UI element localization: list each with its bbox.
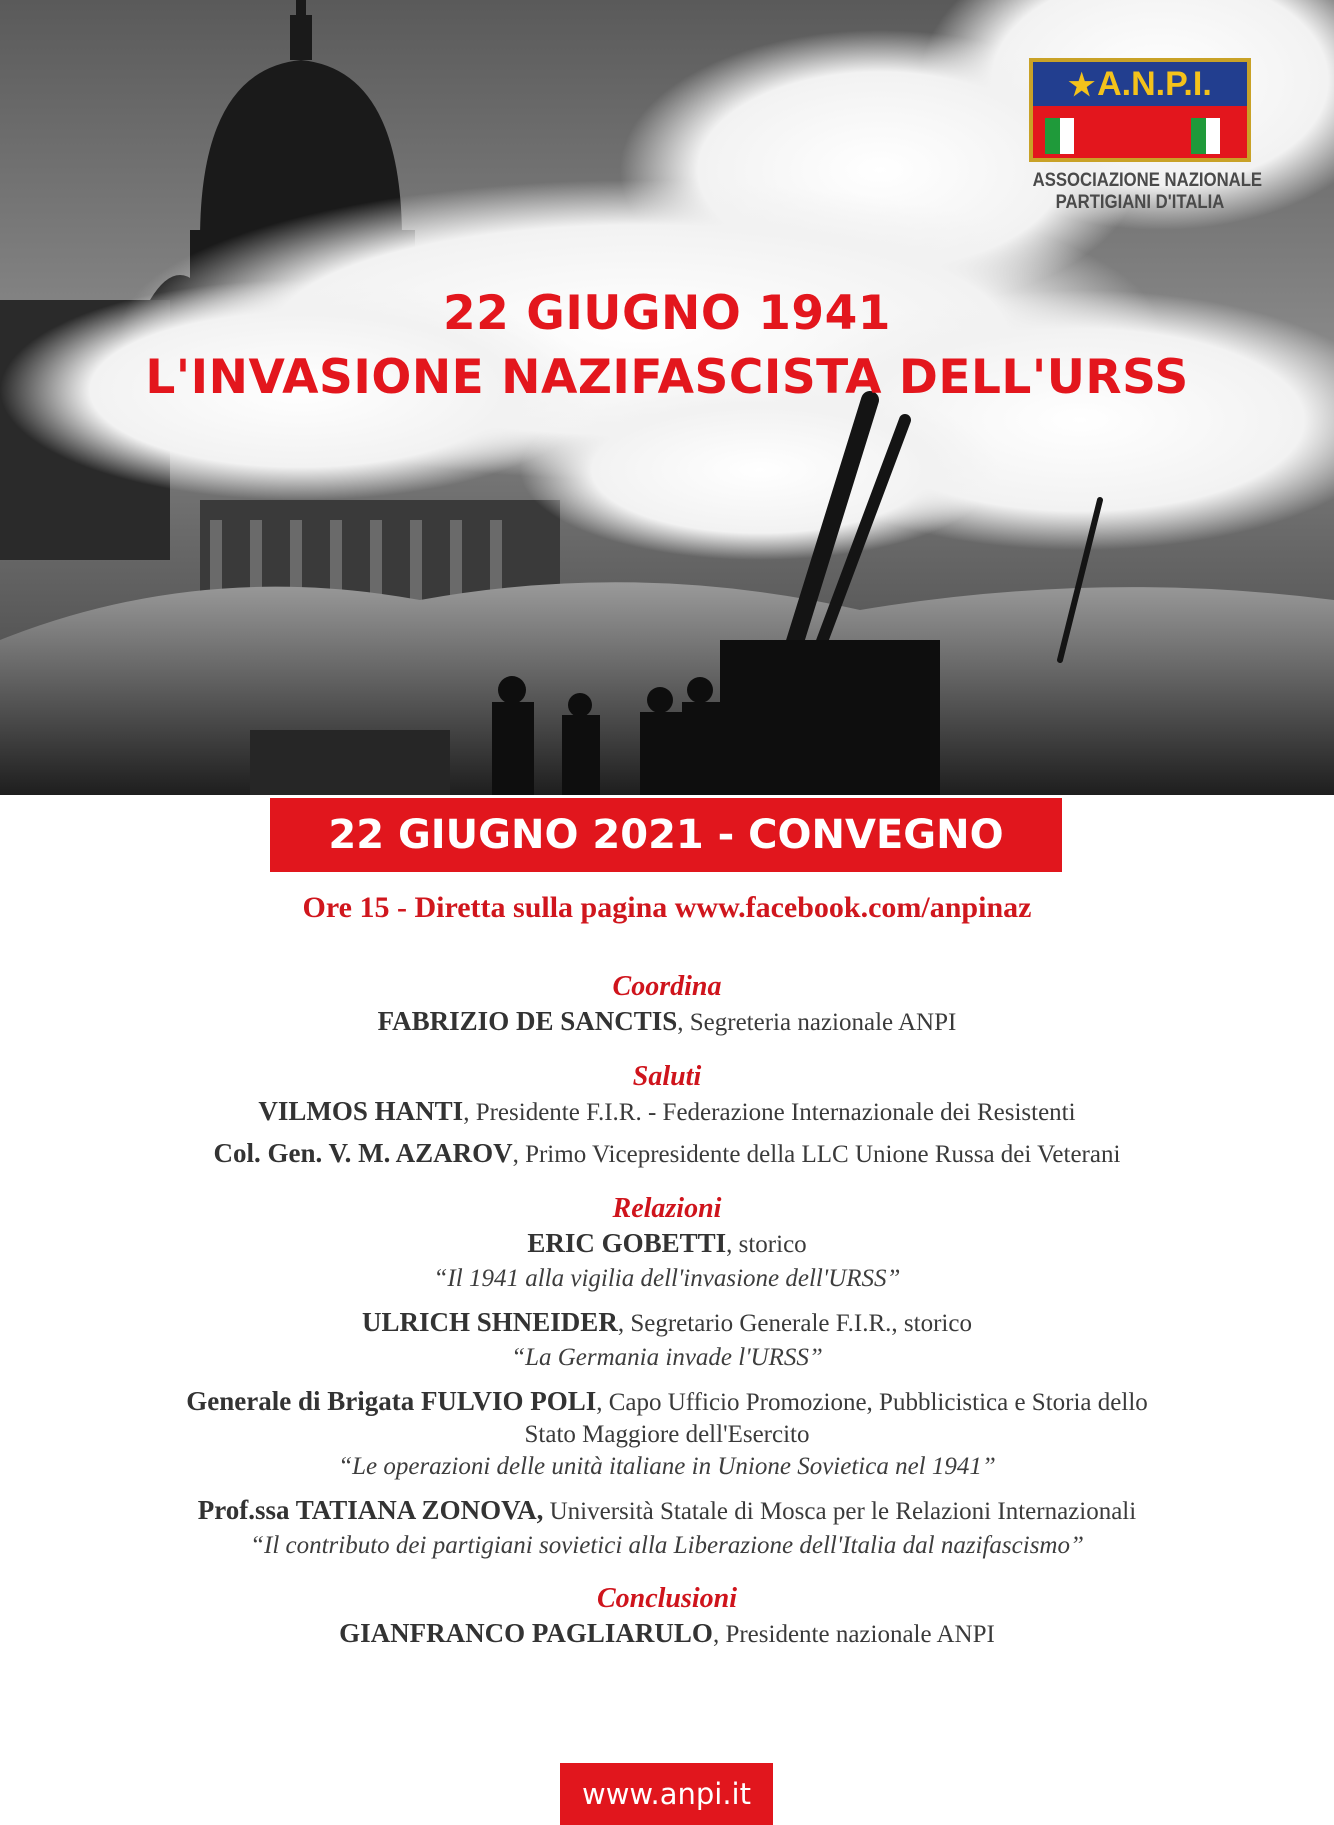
speaker-name: GIANFRANCO PAGLIARULO — [339, 1618, 713, 1648]
headline-date: 22 GIUGNO 1941 — [442, 286, 892, 341]
anpi-caption-line2: PARTIGIANI D'ITALIA — [1055, 192, 1225, 213]
speaker-line — [0, 1616, 1334, 1652]
speaker-line — [0, 1136, 1334, 1172]
website-link[interactable]: www.anpi.it — [560, 1763, 773, 1825]
speaker-role-continued: Stato Maggiore dell'Esercito — [524, 1421, 810, 1448]
speaker-role: , storico — [726, 1231, 807, 1258]
headline — [0, 282, 1334, 410]
section-relazioni-title: Relazioni — [612, 1193, 722, 1224]
speaker-name: ERIC GOBETTI — [527, 1228, 727, 1258]
section-conclusioni-title: Conclusioni — [596, 1583, 738, 1614]
talk-title: “Le operazioni delle unità italiane in Unione Sovietica nel 1941” — [338, 1453, 996, 1480]
talk-title: “La Germania invade l'URSS” — [511, 1344, 823, 1371]
speaker-name: Generale di Brigata FULVIO POLI — [186, 1386, 597, 1416]
speaker-name: FABRIZIO DE SANCTIS — [377, 1006, 678, 1036]
speaker-role: , Presidente F.I.R. - Federazione Internazionale dei Resistenti — [463, 1099, 1076, 1126]
speaker-role: , Segretario Generale F.I.R., storico — [617, 1310, 972, 1337]
live-stream-info: Ore 15 - Diretta sulla pagina www.facebook.com/anpinaz — [302, 891, 1032, 924]
anpi-caption-line1: ASSOCIAZIONE NAZIONALE — [1032, 170, 1263, 191]
program — [0, 970, 1334, 1652]
italian-flag-icon — [1045, 118, 1089, 154]
speaker-role: , Capo Ufficio Promozione, Pubblicistica e Storia dello — [596, 1389, 1148, 1416]
speaker-name: Col. Gen. V. M. AZAROV — [213, 1138, 513, 1168]
speaker-role: , Segreteria nazionale ANPI — [677, 1009, 957, 1036]
coordinator-line — [0, 1004, 1334, 1040]
speaker-name: ULRICH SHNEIDER — [362, 1307, 618, 1337]
speaker-line — [0, 1305, 1334, 1341]
talk-title: “Il contributo dei partigiani sovietici alla Liberazione dell'Italia dal nazifascismo” — [250, 1532, 1084, 1559]
anpi-logo-caption — [1032, 170, 1263, 214]
speaker-name: VILMOS HANTI — [258, 1096, 464, 1126]
anpi-logo — [1018, 58, 1262, 214]
section-coordina-title: Coordina — [612, 971, 722, 1002]
section-saluti-title: Saluti — [632, 1061, 702, 1092]
talk-title: “Il 1941 alla vigilia dell'invasione dell'URSS” — [433, 1265, 901, 1292]
anpi-acronym: A.N.P.I. — [1097, 65, 1212, 103]
speaker-line — [0, 1226, 1334, 1262]
speaker-role: , Presidente nazionale ANPI — [712, 1621, 995, 1648]
speaker-line — [0, 1384, 1334, 1420]
star-icon: ★ — [1068, 69, 1096, 102]
anpi-logo-title — [1033, 62, 1247, 106]
speaker-line — [0, 1094, 1334, 1130]
event-banner: 22 GIUGNO 2021 - CONVEGNO — [270, 798, 1062, 872]
anpi-logo-emblem — [1029, 58, 1251, 162]
headline-title: L'INVASIONE NAZIFASCISTA DELL'URSS — [145, 350, 1189, 405]
speaker-role: Università Statale di Mosca per le Relazioni Internazionali — [543, 1498, 1137, 1525]
italian-flag-icon — [1191, 118, 1235, 154]
speaker-role: , Primo Vicepresidente della LLC Unione Russa dei Veterani — [512, 1141, 1121, 1168]
speaker-name: Prof.ssa TATIANA ZONOVA, — [197, 1495, 544, 1525]
speaker-line — [0, 1493, 1334, 1529]
